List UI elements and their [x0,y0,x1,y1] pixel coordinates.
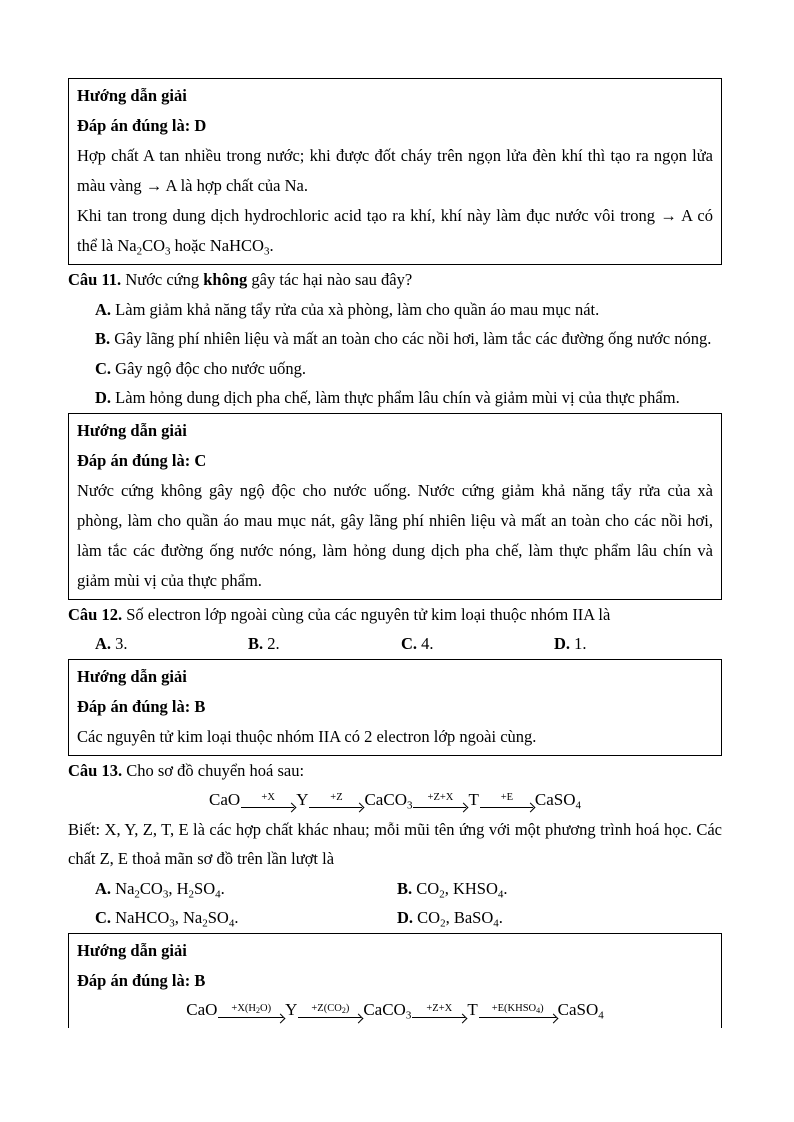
option-text: 4. [417,634,434,653]
solution-answer: Đáp án đúng là: C [77,450,207,470]
solution-paragraph: Hợp chất A tan nhiều trong nước; khi được đốt cháy trên ngọn lửa đèn khí thì tạo ra ngọn lửa màu vàng → A là hợp chất của Na. [77,146,713,195]
solution-paragraph: Khi tan trong dung dịch hydrochloric acid tạo ra khí, khí này làm đục nước vôi trong → A có thể là $Na_2CO_3$ hoặc NaHCO$_3$. [77,206,713,258]
question-stem [68,756,722,786]
option-label: B. [248,634,264,653]
option-text: $CO_2$, BaSO$_4$. [413,908,503,930]
chemical-species: CaCO$_3$ [364,789,413,812]
option-b [248,629,401,659]
option-d [68,383,722,413]
reaction-arrow-icon [412,1004,466,1023]
question-11 [68,265,722,413]
chemical-species: Y [296,789,309,809]
question-number: Câu 11. [68,270,122,289]
reaction-arrow-icon [309,793,363,812]
option-label: A. [95,299,112,319]
arrow-shaft [298,1014,362,1023]
chemical-species: CaCO$_3$ [363,1000,412,1022]
solution-box-q11 [68,413,722,600]
question-12 [68,600,722,659]
option-c [68,354,722,384]
option-label: C. [95,358,112,378]
reaction-arrow-label: $+Z(CO_2)$ [311,1002,350,1015]
solution-box-q13 [68,933,722,1029]
option-text: 2. [263,634,280,653]
option-label: C. [401,634,418,653]
arrow-shaft [413,803,467,812]
option-text: NaHCO$_3$, $Na_2SO_4$. [111,908,239,930]
question-stem [68,265,722,295]
solution-paragraph: Các nguyên tử kim loại thuộc nhóm IIA có 2 electron lớp ngoài cùng. [77,726,537,746]
reaction-arrow-label: +E [500,792,514,804]
reaction-arrow-icon [413,793,467,812]
reaction-arrow-icon [241,793,295,812]
option-label: B. [95,329,111,348]
reaction-arrow-label: +Z+X [426,1002,453,1014]
arrow-shaft [479,1014,557,1023]
option-text: 3. [111,634,128,653]
stem-text: Nước cứng [121,270,204,289]
chemical-species: CaSO$_4$ [557,1000,604,1022]
document-page [68,78,722,1028]
arrow-shaft [412,1014,466,1023]
reaction-arrow-icon [479,1004,557,1023]
option-text: $CO_2$, $KHSO_4$. [412,878,508,900]
option-label: C. [95,908,112,927]
option-a [95,874,397,904]
option-label: D. [554,634,571,653]
stem-text: Cho sơ đồ chuyển hoá sau: [122,760,305,780]
question-note: Biết: X, Y, Z, T, E là các hợp chất khác nhau; mỗi mũi tên ứng với một phương trình hoá học. Các chất Z, E thoả mãn sơ đồ trên lần lượt là [68,819,722,868]
chemical-species: Y [285,1000,298,1020]
solution-title: Hướng dẫn giải [77,940,187,960]
option-text: Làm giảm khả năng tẩy rửa của xà phòng, làm cho quần áo mau mục nát. [111,299,600,319]
chemical-species: T [468,789,479,809]
solution-title: Hướng dẫn giải [77,666,187,686]
solution-paragraph: Nước cứng không gây ngộ độc cho nước uống. Nước cứng giảm khả năng tẩy rửa của xà phòng, làm cho quần áo mau mục nát, gây lãng phí nhiên liệu và mất an toàn cho các nồi hơi, làm tắc các đường ống nước nóng, làm hỏng dung dịch pha chế, làm thực phẩm lâu chín và giảm mùi vị của thực phẩm. [77,480,713,590]
chemical-species: T [467,1000,478,1020]
reaction-arrow-icon [298,1004,362,1023]
reaction-arrow-label: $+E(KHSO_4)$ [491,1002,544,1015]
chemical-species: CaO [209,789,241,809]
question-number: Câu 13. [68,760,123,780]
option-c [95,903,397,933]
solution-box-q12 [68,659,722,756]
arrow-shaft [309,803,363,812]
solution-title: Hướng dẫn giải [77,86,187,105]
reaction-arrow-icon [218,1004,284,1023]
reaction-arrow-label: +Z+X [427,792,454,804]
option-b [68,324,722,354]
option-d [397,903,503,933]
option-a [95,629,248,659]
option-label: A. [95,634,112,653]
stem-text: Số electron lớp ngoài cùng của các nguyên tử kim loại thuộc nhóm IIA là [122,604,611,624]
question-13 [68,756,722,933]
reaction-arrow-icon [480,793,534,812]
arrow-shaft [218,1014,284,1023]
options-row [68,903,722,933]
option-label: D. [95,388,112,407]
option-b [397,874,508,904]
question-number: Câu 12. [68,604,123,624]
option-d [554,629,587,659]
solution-answer: Đáp án đúng là: D [77,116,207,135]
option-text: Làm hỏng dung dịch pha chế, làm thực phẩm lâu chín và giảm mùi vị của thực phẩm. [111,388,680,407]
option-text: Gây ngộ độc cho nước uống. [111,358,307,378]
stem-emphasis: không [203,270,248,289]
reaction-scheme [77,996,713,1026]
options-row [68,629,722,659]
option-label: D. [397,908,414,927]
option-text: $Na_2CO_3$, $H_2SO_4$. [111,878,225,900]
option-label: A. [95,878,112,898]
solution-title: Hướng dẫn giải [77,420,187,440]
chemical-species: CaO [186,1000,218,1020]
option-c [401,629,554,659]
options-row [68,874,722,904]
solution-answer: Đáp án đúng là: B [77,696,206,716]
reaction-arrow-label: $+X(H_2O)$ [231,1002,272,1015]
chemical-species: CaSO$_4$ [534,789,581,812]
option-text: Gây lãng phí nhiên liệu và mất an toàn cho các nồi hơi, làm tắc các đường ống nước nóng. [110,329,712,348]
solution-box-q10 [68,78,722,265]
arrow-shaft [241,803,295,812]
reaction-arrow-label: +Z [330,792,343,804]
arrow-shaft [480,803,534,812]
option-a [68,295,722,325]
question-stem [68,600,722,630]
stem-text: gây tác hại nào sau đây? [247,270,413,289]
solution-answer: Đáp án đúng là: B [77,970,206,990]
option-text: 1. [570,634,587,653]
option-label: B. [397,878,413,898]
reaction-scheme [68,785,722,815]
reaction-arrow-label: +X [261,792,275,804]
